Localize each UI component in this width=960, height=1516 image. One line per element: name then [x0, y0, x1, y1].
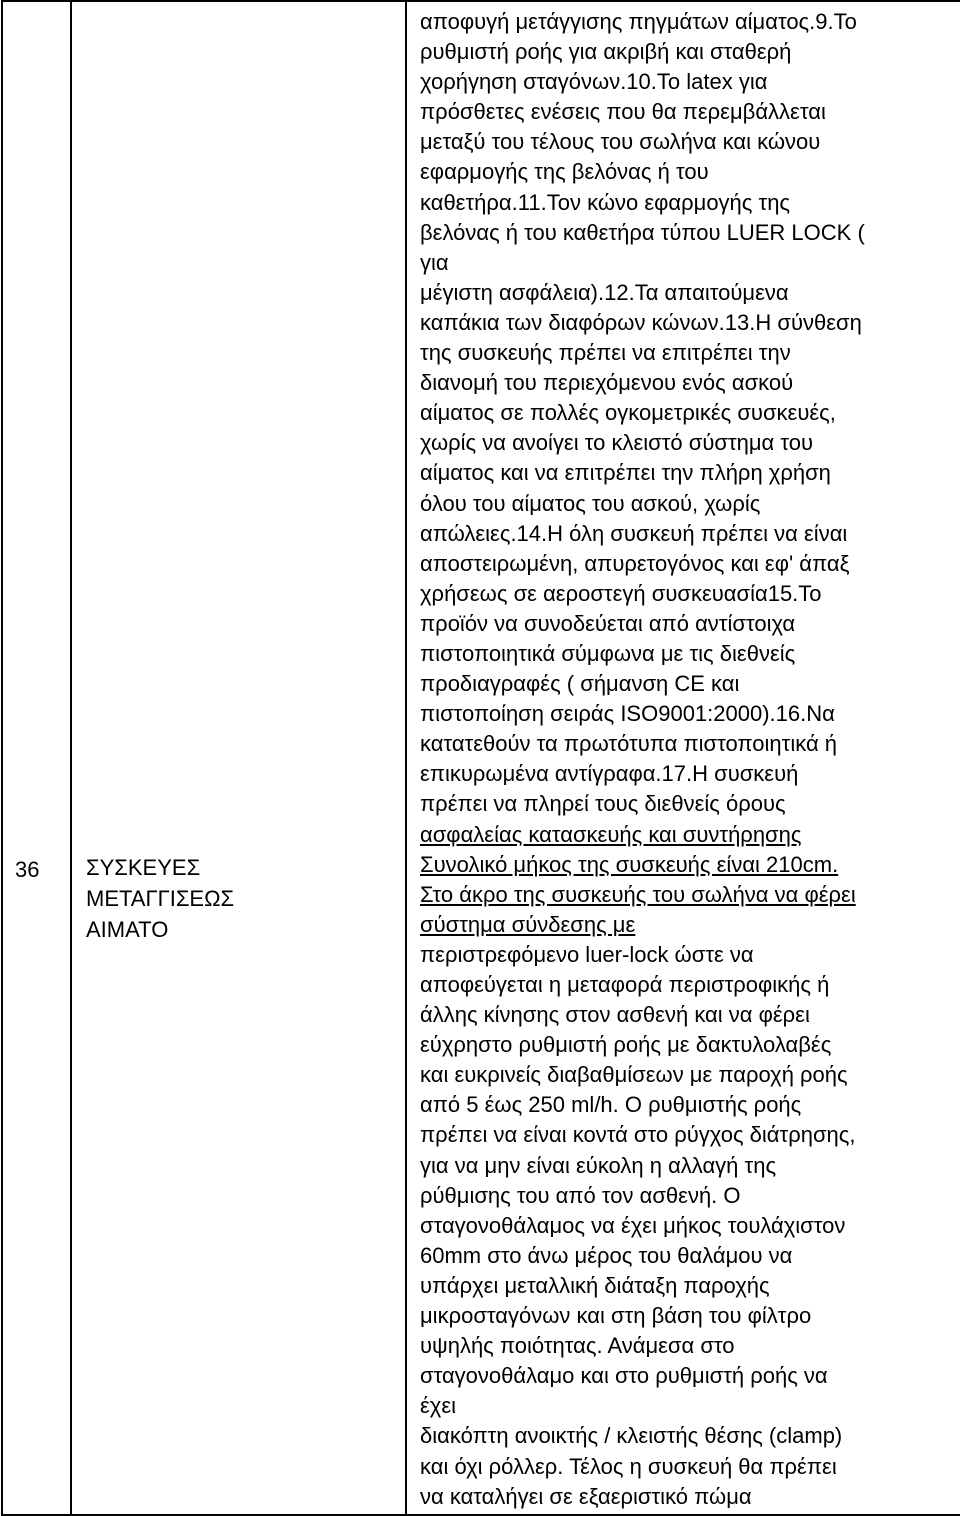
- description-line: υπάρχει μεταλλική διάταξη παροχής: [420, 1272, 770, 1298]
- description-line: ασφαλείας κατασκευής και συντήρησης: [420, 821, 802, 847]
- description-line: για να μην είναι εύκολη η αλλαγή της: [420, 1152, 777, 1178]
- description-line: έχει: [420, 1393, 457, 1419]
- description-line: πιστοποίηση σειράς ISO9001:2000).16.Να: [420, 701, 835, 727]
- item-name-line: ΣΥΣΚΕΥΕΣ: [86, 855, 201, 880]
- description-line: καθετήρα.11.Τον κώνο εφαρμογής της: [420, 189, 791, 215]
- description-line: και όχι ρόλλερ. Τέλος η συσκευή θα πρέπει: [420, 1453, 837, 1479]
- description-line: πρέπει να είναι κοντά στο ρύγχος διάτρησης,: [420, 1122, 856, 1148]
- description-line: επικυρωμένα αντίγραφα.17.Η συσκευή: [420, 761, 799, 787]
- description-line: πιστοποιητικά σύμφωνα με τις διεθνείς: [420, 640, 796, 666]
- description-line: αποφεύγεται η μεταφορά περιστροφικής ή: [420, 972, 830, 997]
- description-line: χορήγηση σταγόνων.10.Το latex για: [420, 69, 768, 95]
- description-line: περιστρεφόμενο luer-lock ώστε να: [420, 941, 754, 967]
- description-line: απώλειες.14.Η όλη συσκευή πρέπει να είναι: [420, 520, 848, 546]
- item-name-line: ΜΕΤΑΓΓΙΣΕΩΣ: [86, 886, 235, 911]
- item-name-line: ΑΙΜΑΤΟ: [86, 917, 169, 942]
- description-line: μεταξύ του τέλους του σωλήνα και κώνου: [420, 129, 821, 155]
- item-number: 36: [15, 857, 40, 882]
- description-line: άλλης κίνησης στον ασθενή και να φέρει: [420, 1002, 810, 1028]
- item-description: [420, 7, 960, 1512]
- description-line: της συσκευής πρέπει να επιτρέπει την: [420, 340, 791, 366]
- description-line: όλου του αίματος του ασκού, χωρίς: [420, 490, 761, 516]
- description-line: κατατεθούν τα πρωτότυπα πιστοποιητικά ή: [420, 731, 838, 757]
- description-line: αποφυγή μετάγγισης πηγμάτων αίματος.9.Το: [420, 9, 857, 34]
- description-line: από 5 έως 250 ml/h. Ο ρυθμιστής ροής: [420, 1092, 802, 1118]
- description-line: υψηλής ποιότητας. Ανάμεσα στο: [420, 1333, 735, 1359]
- description-line: αίματος και να επιτρέπει την πλήρη χρήση: [420, 460, 831, 486]
- description-line: για: [420, 249, 449, 275]
- description-line: ρύθμισης του από τον ασθενή. Ο: [420, 1182, 741, 1208]
- item-description-cell: [406, 1, 960, 1515]
- description-line: πρόσθετες ενέσεις που θα περεμβάλλεται: [420, 99, 826, 125]
- item-name-cell: [71, 1, 406, 1515]
- description-line: εφαρμογής της βελόνας ή του: [420, 159, 709, 185]
- description-line: αποστειρωμένη, απυρετογόνος και εφ' άπαξ: [420, 550, 850, 576]
- description-line: αίματος σε πολλές ογκομετρικές συσκευές,: [420, 400, 836, 426]
- item-name: [86, 852, 234, 945]
- description-line: και ευκρινείς διαβαθμίσεων με παροχή ροής: [420, 1062, 848, 1088]
- description-line: σταγονοθάλαμο και στο ρυθμιστή ροής να: [420, 1363, 828, 1389]
- description-line: μικροσταγόνων και στη βάση του φίλτρο: [420, 1303, 812, 1329]
- description-line: χωρίς να ανοίγει το κλειστό σύστημα του: [420, 430, 814, 456]
- description-line: διανομή του περιεχόμενου ενός ασκού: [420, 370, 794, 396]
- description-line: 60mm στο άνω μέρος του θαλάμου να: [420, 1242, 793, 1268]
- description-line: προϊόν να συνοδεύεται από αντίστοιχα: [420, 610, 796, 636]
- description-line: ρυθμιστή ροής για ακριβή και σταθερή: [420, 39, 792, 65]
- description-line: μέγιστη ασφάλεια).12.Τα απαιτούμενα: [420, 279, 789, 305]
- description-line: Συνολικό μήκος της συσκευής είναι 210cm.: [420, 851, 839, 877]
- description-line: διακόπτη ανοικτής / κλειστής θέσης (clamp): [420, 1423, 843, 1449]
- description-line: πρέπει να πληρεί τους διεθνείς όρους: [420, 791, 786, 817]
- description-line: σύστημα σύνδεσης με: [420, 911, 636, 937]
- item-number-cell: [2, 1, 71, 1515]
- description-line: Στο άκρο της συσκευής του σωλήνα να φέρει: [420, 881, 856, 907]
- description-line: καπάκια των διαφόρων κώνων.13.Η σύνθεση: [420, 309, 862, 335]
- description-line: βελόνας ή του καθετήρα τύπου LUER LOCK (: [420, 219, 865, 245]
- description-line: προδιαγραφές ( σήμανση CE και: [420, 671, 740, 697]
- description-line: εύχρηστο ρυθμιστή ροής με δακτυλολαβές: [420, 1032, 832, 1058]
- description-line: να καταλήγει σε εξαεριστικό πώμα: [420, 1483, 752, 1509]
- description-line: σταγονοθάλαμος να έχει μήκος τουλάχιστον: [420, 1212, 846, 1238]
- description-line: χρήσεως σε αεροστεγή συσκευασία15.Το: [420, 580, 822, 606]
- table-row: [2, 1, 960, 1515]
- specification-table: [1, 0, 960, 1516]
